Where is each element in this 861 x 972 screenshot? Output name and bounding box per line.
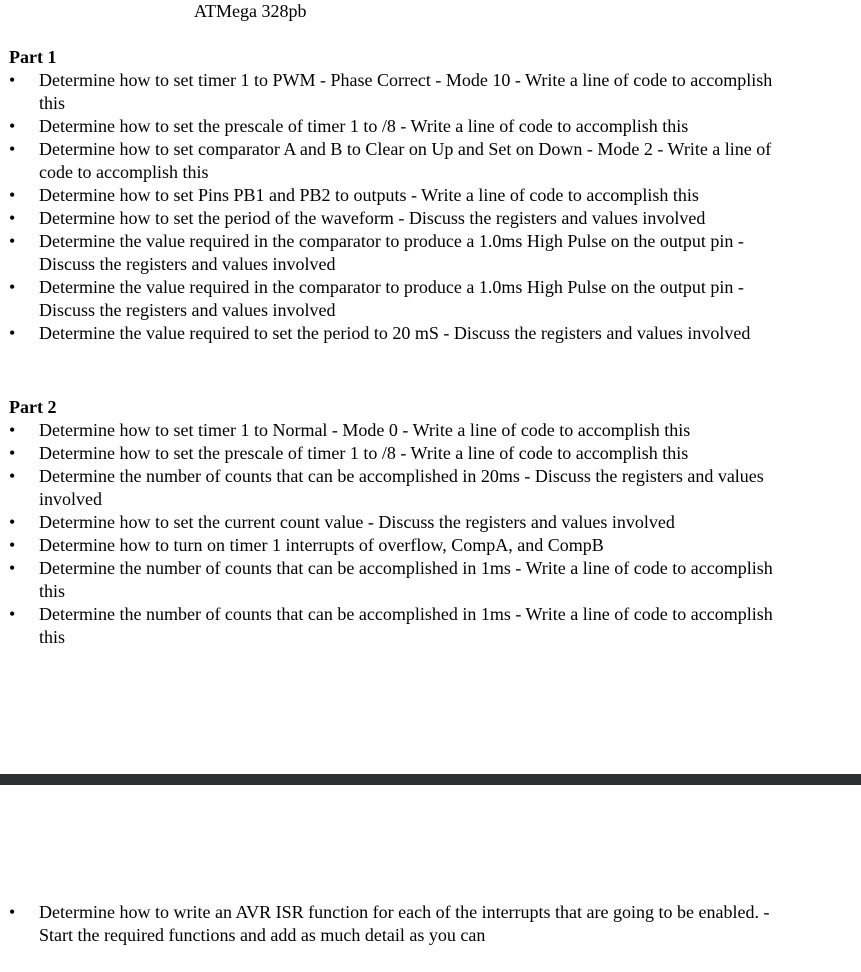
part-3-task-list [9,901,809,947]
list-item [9,138,787,184]
list-item-text: Determine how to set Pins PB1 and PB2 to outputs - Write a line of code to accomplish this [39,185,699,205]
page-divider [0,774,861,785]
bullet-icon: • [9,139,16,159]
list-item-text: Determine how to turn on timer 1 interrupts of overflow, CompA, and CompB [39,535,604,555]
bullet-icon: • [9,116,16,136]
bullet-icon: • [9,323,16,343]
list-item-text: Determine how to set timer 1 to Normal - Mode 0 - Write a line of code to accomplish this [39,420,691,440]
list-item-text: Determine how to set the current count value - Discuss the registers and values involved [39,512,675,532]
list-item-text: Determine the number of counts that can be accomplished in 1ms - Write a line of code to accomplish this [39,558,773,601]
list-item [9,115,787,138]
list-item [9,322,787,345]
document-title: ATMega 328pb [194,1,307,21]
bullet-icon: • [9,604,16,624]
list-item [9,207,787,230]
list-item [9,69,787,115]
bullet-icon: • [9,231,16,251]
part-2-heading: Part 2 [9,397,57,417]
list-item-text: Determine the number of counts that can be accomplished in 20ms - Discuss the registers and values involved [39,466,764,509]
list-item [9,534,787,557]
part-2-task-list [9,419,809,649]
bullet-icon: • [9,535,16,555]
bullet-icon: • [9,512,16,532]
bullet-icon: • [9,70,16,90]
bullet-icon: • [9,558,16,578]
bullet-icon: • [9,185,16,205]
bullet-icon: • [9,466,16,486]
list-item [9,603,787,649]
bullet-icon: • [9,208,16,228]
list-item [9,442,787,465]
list-item [9,184,787,207]
list-item-text: Determine how to set the prescale of timer 1 to /8 - Write a line of code to accomplish this [39,116,689,136]
list-item [9,511,787,534]
list-item-text: Determine the value required in the comparator to produce a 1.0ms High Pulse on the output pin - Discuss the registers and values involved [39,277,744,320]
list-item [9,557,787,603]
list-item-text: Determine the value required in the comparator to produce a 1.0ms High Pulse on the output pin - Discuss the registers and values involved [39,231,744,274]
bullet-icon: • [9,443,16,463]
list-item-text: Determine how to set timer 1 to PWM - Phase Correct - Mode 10 - Write a line of code to accomplish this [39,70,773,113]
part-1-task-list [9,69,809,345]
list-item-text: Determine how to set comparator A and B to Clear on Up and Set on Down - Mode 2 - Write a line of code to accomplish this [39,139,772,182]
bullet-icon: • [9,277,16,297]
list-item [9,276,787,322]
list-item [9,901,779,947]
list-item-text: Determine how to write an AVR ISR function for each of the interrupts that are going to be enabled. - Start the required functions and add as much detail as you can [39,902,770,945]
list-item-text: Determine the value required to set the period to 20 mS - Discuss the registers and values involved [39,323,751,343]
part-2-section [9,396,809,649]
list-item [9,230,787,276]
list-item [9,465,787,511]
part-1-heading: Part 1 [9,47,57,67]
list-item-text: Determine how to set the prescale of timer 1 to /8 - Write a line of code to accomplish this [39,443,689,463]
list-item [9,419,787,442]
bullet-icon: • [9,420,16,440]
part-1-section [9,46,809,345]
list-item-text: Determine the number of counts that can be accomplished in 1ms - Write a line of code to accomplish this [39,604,773,647]
bullet-icon: • [9,902,16,922]
list-item-text: Determine how to set the period of the waveform - Discuss the registers and values involved [39,208,706,228]
part-3-section [9,901,809,947]
